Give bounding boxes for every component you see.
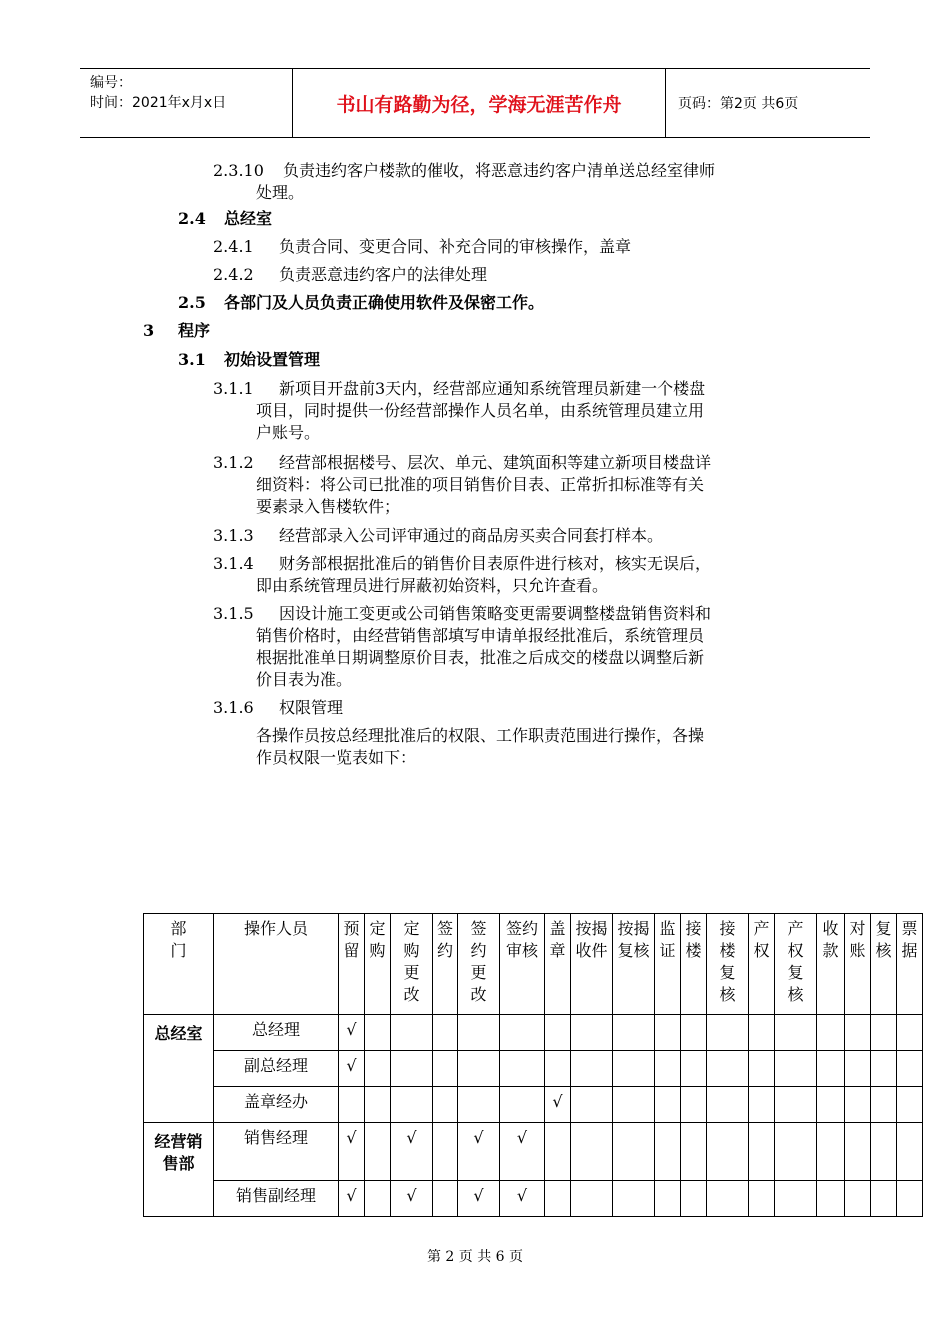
check-mark: √ [545,1087,571,1123]
table-header-cell: 预留 [339,914,365,1015]
table-header-cell: 部门 [144,914,214,1015]
clause-text: 负责恶意违约客户的法律处理 [279,265,488,284]
header-meta [80,69,293,137]
table-header-cell: 操作人员 [214,914,339,1015]
table-header-cell: 票据 [897,914,923,1015]
section-title: 初始设置管理 [224,350,321,369]
person-cell: 总经理 [214,1015,339,1051]
permission-table [143,913,923,1217]
section-2-4 [178,208,272,230]
check-mark: √ [339,1051,365,1087]
table-header-cell: 复核 [871,914,897,1015]
code-label: 编号： [90,75,132,91]
section-number: 2.5 [178,293,206,312]
clause-text: 财务部根据批准后的销售价目表原件进行核对，核实无误后， [279,554,712,573]
paragraph-line: 各操作员按总经理批准后的权限、工作职责范围进行操作，各操 [256,726,705,745]
clause-3-1-1-cont: 户账号。 [256,423,321,442]
clause-3-1-5-cont: 价目表为准。 [256,670,353,689]
table-header-cell: 产权复核 [775,914,817,1015]
table-header-cell: 签约更改 [458,914,500,1015]
clause-3-1-4 [213,553,711,575]
clause-number: 3.1.1 [213,379,254,398]
clause-3-1-1 [213,378,705,400]
clause-text: 权限管理 [279,698,344,717]
table-row [144,1181,923,1217]
header-motto: 书山有路勤为径，学海无涯苦作舟 [293,69,666,137]
clause-3-1-5-cont: 销售价格时，由经营销售部填写申请单报经批准后，系统管理员 [256,626,705,645]
check-mark: √ [339,1015,365,1051]
section-number: 3 [143,321,155,340]
clause-number: 3.1.3 [213,526,254,545]
section-number: 2.4 [178,209,206,228]
clause-3-1-4-cont: 即由系统管理员进行屏蔽初始资料，只允许查看。 [256,576,609,595]
header-page-label: 页码：第2页 共6页 [678,96,799,112]
clause-3-1-2 [213,452,711,474]
clause-number: 3.1.4 [213,554,254,573]
clause-3-1-2-cont: 细资料：将公司已批准的项目销售价目表、正常折扣标准等有关 [256,475,705,494]
table-row [144,1051,923,1087]
check-mark: √ [500,1123,545,1181]
clause-number: 3.1.5 [213,604,254,623]
section-3 [143,320,210,342]
person-cell: 销售副经理 [214,1181,339,1217]
table-header-cell: 定购 [365,914,391,1015]
check-mark: √ [391,1181,433,1217]
clause-number: 2.4.2 [213,265,254,284]
clause-text: 因设计施工变更或公司销售策略变更需要调整楼盘销售资料和 [279,604,712,623]
table-header-row [144,914,923,1015]
check-mark: √ [458,1123,500,1181]
clause-number: 2.4.1 [213,237,254,256]
paragraph-line: 作员权限一览表如下： [256,748,417,767]
check-mark: √ [339,1181,365,1217]
table-header-cell: 监证 [655,914,681,1015]
clause-number: 2.3.10 [213,161,264,180]
table-header-cell: 签约审核 [500,914,545,1015]
clause-2-4-1 [213,236,631,258]
page-header [80,68,870,138]
dept-cell: 经营销售部 [144,1123,214,1217]
table-header-cell: 收款 [817,914,845,1015]
clause-text: 负责违约客户楼款的催收，将恶意违约客户清单送总经室律师 [283,161,716,180]
table-header-cell: 盖章 [545,914,571,1015]
section-2-5 [178,292,544,314]
clause-text: 经营部根据楼号、层次、单元、建筑面积等建立新项目楼盘详 [279,453,712,472]
clause-text: 新项目开盘前3天内，经营部应通知系统管理员新建一个楼盘 [279,379,706,398]
section-title: 程序 [178,321,211,340]
check-mark: √ [339,1123,365,1181]
clause-number: 3.1.6 [213,698,254,717]
table-header-cell: 产权 [749,914,775,1015]
table-header-cell: 接楼 [681,914,707,1015]
table-header-cell: 定购更改 [391,914,433,1015]
page-footer: 第 2 页 共 6 页 [426,1249,524,1265]
table-header-cell: 按揭收件 [571,914,613,1015]
table-row [144,1087,923,1123]
section-3-1 [178,349,320,371]
table-header-cell: 签约 [433,914,458,1015]
section-number: 3.1 [178,350,206,369]
dept-cell: 总经室 [144,1015,214,1123]
table-row [144,1123,923,1181]
clause-3-1-2-cont: 要素录入售楼软件； [256,497,401,516]
clause-text: 经营部录入公司评审通过的商品房买卖合同套打样本。 [279,526,664,545]
table-header-cell: 对账 [845,914,871,1015]
time-label: 时间：2021年x月x日 [90,95,227,111]
table-row [144,1015,923,1051]
clause-3-1-5-cont: 根据批准单日期调整原价目表，批准之后成交的楼盘以调整后新 [256,648,705,667]
table-header-cell: 接楼复核 [707,914,749,1015]
section-title: 总经室 [224,209,273,228]
clause-2-3-10-cont: 处理。 [256,183,305,202]
person-cell: 副总经理 [214,1051,339,1087]
clause-3-1-1-cont: 项目，同时提供一份经营部操作人员名单，由系统管理员建立用 [256,401,705,420]
table-header-cell: 按揭复核 [613,914,655,1015]
clause-text: 负责合同、变更合同、补充合同的审核操作，盖章 [279,237,632,256]
clause-3-1-3 [213,525,663,547]
person-cell: 销售经理 [214,1123,339,1181]
person-cell: 盖章经办 [214,1087,339,1123]
clause-3-1-6 [213,697,343,719]
check-mark: √ [391,1123,433,1181]
check-mark: √ [458,1181,500,1217]
section-title: 各部门及人员负责正确使用软件及保密工作。 [224,293,545,312]
clause-2-3-10 [213,160,715,182]
clause-2-4-2 [213,264,487,286]
clause-3-1-5 [213,603,711,625]
clause-number: 3.1.2 [213,453,254,472]
check-mark: √ [500,1181,545,1217]
